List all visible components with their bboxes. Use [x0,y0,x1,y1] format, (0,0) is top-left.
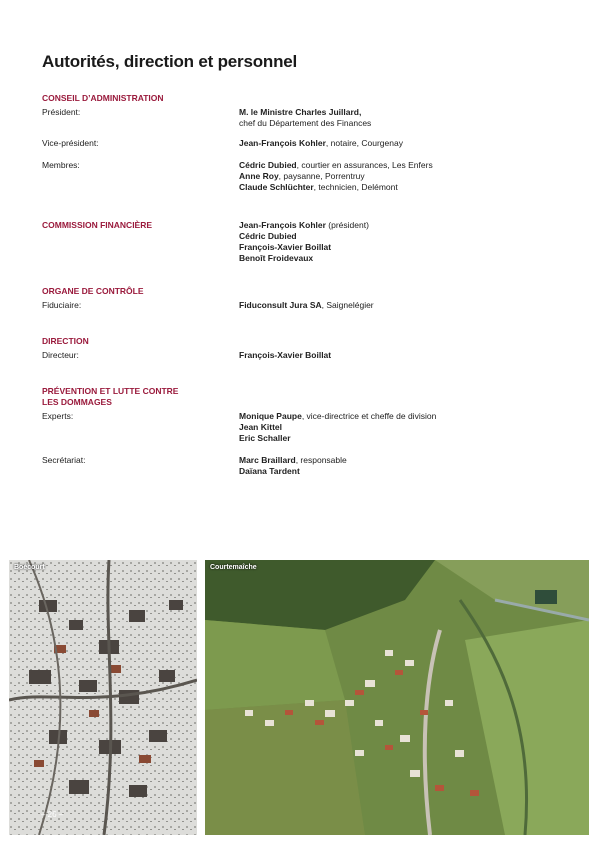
list-item [239,253,562,264]
row-label: Fiduciaire: [42,300,82,310]
list-item [239,182,562,193]
person-role: , notaire, Courgenay [325,138,403,148]
row-vice-president [42,138,562,149]
row-commission [42,220,562,264]
page-number: – 26 – [41,810,64,819]
row-value [239,160,562,193]
person-name: Marc Braillard [239,455,296,465]
row-value [239,350,562,361]
list-item [239,160,562,171]
person-name: Fiduconsult Jura SA [239,300,322,310]
aerial-photo-green [205,560,589,835]
list-item [239,220,562,231]
aerial-photo-snow [9,560,197,835]
row-membres [42,160,562,193]
row-label: Secrétariat: [42,455,86,465]
row-value [239,107,562,129]
row-value [239,455,562,477]
person-role: , vice-directrice et cheffe de division [301,411,437,421]
row-value [239,411,562,444]
section-heading: COMMISSION FINANCIÈRE [42,220,153,230]
row-label: Experts: [42,411,74,421]
person-name: Jean Kittel [239,422,282,432]
row-label: Membres: [42,160,80,170]
row-value [239,220,562,264]
person-role: , Saignelégier [321,300,374,310]
person-role: chef du Département des Finances [239,118,372,128]
section-heading [42,386,562,408]
row-directeur [42,350,562,361]
list-item [239,171,562,182]
person-name: M. le Ministre Charles Juillard, [239,107,362,117]
person-name: Anne Roy [239,171,279,181]
person-name: Benoît Froidevaux [239,253,314,263]
row-label: Président: [42,107,81,117]
list-item [239,455,562,466]
heading-line: LES DOMMAGES [42,397,112,407]
section-direction [42,336,562,361]
section-conseil [42,93,562,193]
list-item [239,411,562,422]
section-heading: CONSEIL D’ADMINISTRATION [42,93,164,103]
section-controle [42,286,562,311]
person-name: Claude Schlüchter [239,182,314,192]
row-experts [42,411,562,444]
person-role: (président) [325,220,369,230]
list-item [239,433,562,444]
list-item [239,242,562,253]
person-name: Cédric Dubied [239,160,297,170]
person-role: , technicien, Delémont [313,182,398,192]
row-secretariat [42,455,562,477]
person-role: , responsable [295,455,347,465]
row-value [239,300,562,311]
person-role: , courtier en assurances, Les Enfers [296,160,433,170]
person-name: Monique Paupe [239,411,302,421]
photo-caption: Courtemaîche [210,564,257,571]
person-name: Jean-François Kohler [239,220,326,230]
person-name: Cédric Dubied [239,231,297,241]
list-item [239,422,562,433]
person-name: François-Xavier Boillat [239,242,332,252]
person-name: Jean-François Kohler [239,138,326,148]
row-label: Directeur: [42,350,79,360]
photo-caption: Boécourt [14,564,45,571]
list-item [239,231,562,242]
person-name: François-Xavier Boillat [239,350,332,360]
heading-line: PRÉVENTION ET LUTTE CONTRE [42,386,179,396]
photo-courtemaiche [205,560,589,835]
row-label: Vice-président: [42,138,99,148]
person-name: Eric Schaller [239,433,291,443]
row-fiduciaire [42,300,562,311]
section-prevention [42,386,562,477]
section-heading: ORGANE DE CONTRÔLE [42,286,144,296]
row-president [42,107,562,129]
section-heading: DIRECTION [42,336,89,346]
section-commission [42,220,562,264]
person-role: , paysanne, Porrentruy [278,171,365,181]
page-title: Autorités, direction et personnel [42,52,298,71]
photo-boecourt [9,560,197,835]
row-value [239,138,562,149]
person-name: Daïana Tardent [239,466,300,476]
list-item [239,466,562,477]
